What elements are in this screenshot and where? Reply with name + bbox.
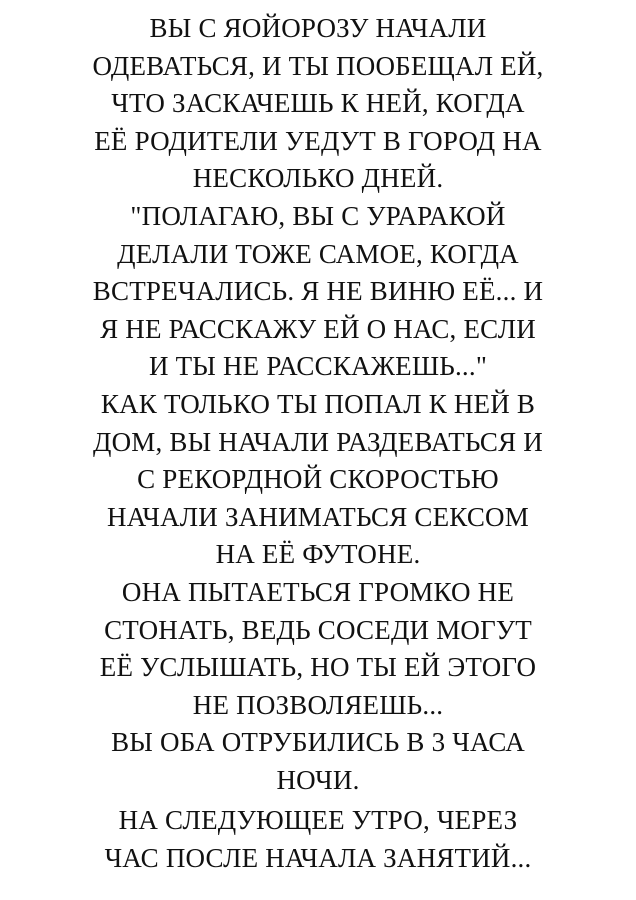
story-text-closing [40,802,596,877]
text-line: ДЕЛАЛИ ТОЖЕ САМОЕ, КОГДА [117,238,519,269]
text-line: "ПОЛАГАЮ, ВЫ С УРАРАКОЙ [130,200,506,231]
text-line: НАЧАЛИ ЗАНИМАТЬСЯ СЕКСОМ [107,501,529,532]
text-line: ВЫ С ЯОЙОРОЗУ НАЧАЛИ [149,13,487,43]
text-line: СТОНАТЬ, ВЕДЬ СОСЕДИ МОГУТ [104,614,532,645]
text-line: ЕЁ РОДИТЕЛИ УЕДУТ В ГОРОД НА [94,125,542,156]
text-line: НЕ ПОЗВОЛЯЕШЬ... [192,689,444,720]
text-line: ВЫ ОБА ОТРУБИЛИСЬ В 3 ЧАСА [111,727,525,758]
story-text-main [40,10,596,799]
text-line: ВСТРЕЧАЛИСЬ. Я НЕ ВИНЮ ЕЁ... И [92,276,544,307]
text-line: НА ЕЁ ФУТОНЕ. [215,539,421,570]
text-line: ОНА ПЫТАЕТЬСЯ ГРОМКО НЕ [121,576,515,607]
text-line: НА СЛЕДУЮЩЕЕ УТРО, ЧЕРЕЗ [118,805,518,835]
text-line: ОДЕВАТЬСЯ, И ТЫ ПООБЕЩАЛ ЕЙ, [92,50,544,81]
text-line: ЧАС ПОСЛЕ НАЧАЛА ЗАНЯТИЙ... [104,842,532,873]
text-line: ЧТО ЗАСКАЧЕШЬ К НЕЙ, КОГДА [111,88,525,119]
text-line: НЕСКОЛЬКО ДНЕЙ. [192,163,444,194]
text-line: КАК ТОЛЬКО ТЫ ПОПАЛ К НЕЙ В [100,388,536,419]
text-line: ДОМ, ВЫ НАЧАЛИ РАЗДЕВАТЬСЯ И [92,426,544,457]
text-line: ЕЁ УСЛЫШАТЬ, НО ТЫ ЕЙ ЭТОГО [99,652,537,683]
text-line: С РЕКОРДНОЙ СКОРОСТЬЮ [137,464,499,495]
text-line: НОЧИ. [276,764,360,795]
text-line: Я НЕ РАССКАЖУ ЕЙ О НАС, ЕСЛИ [100,313,536,344]
text-line: И ТЫ НЕ РАССКАЖЕШЬ..." [148,351,488,382]
